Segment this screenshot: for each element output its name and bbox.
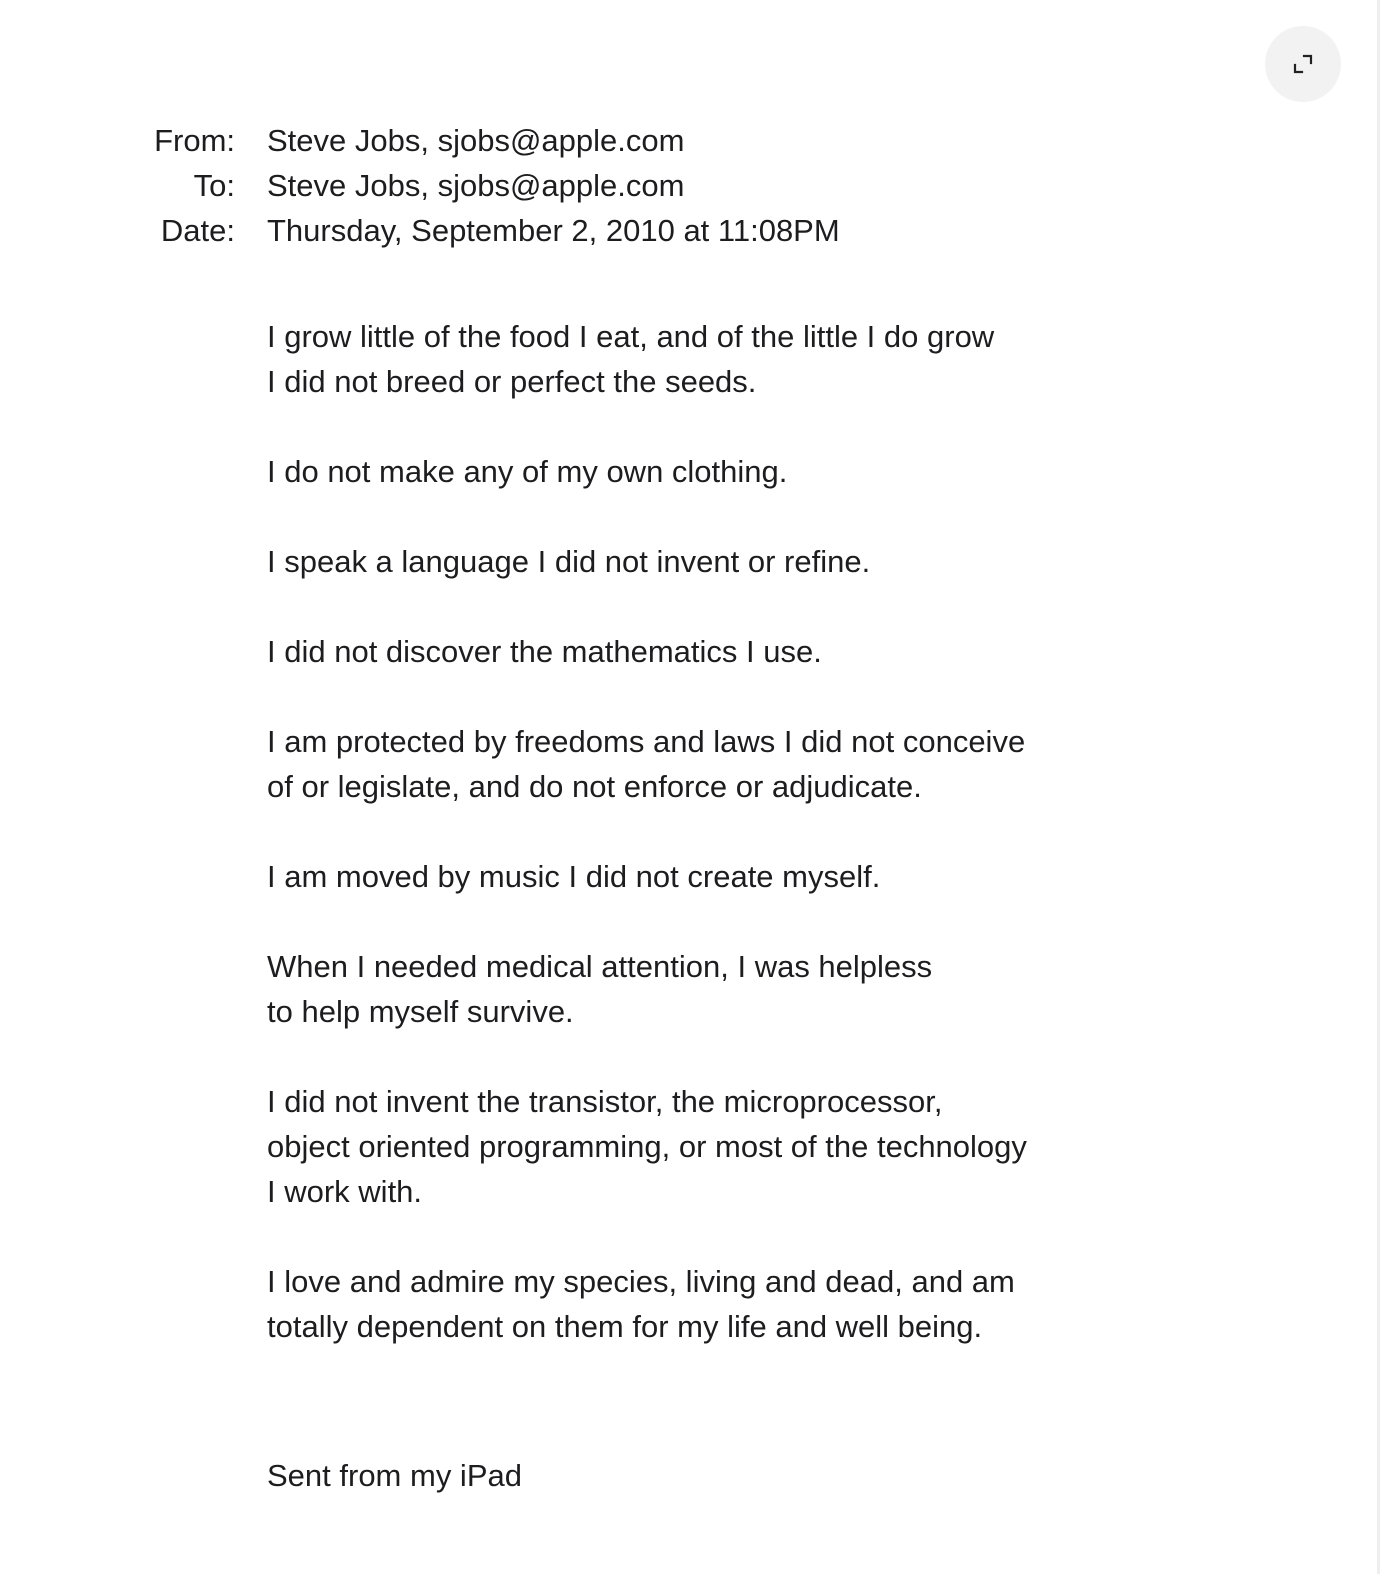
paragraph-line: I did not invent the transistor, the microprocessor, (267, 1084, 943, 1119)
from-value: Steve Jobs, sjobs@apple.com (267, 122, 685, 158)
paragraph (267, 314, 1327, 404)
paragraph-line: I work with. (267, 1174, 423, 1209)
paragraph (267, 539, 1327, 584)
date-row (0, 208, 1100, 253)
to-row (0, 163, 1100, 208)
paragraph (267, 1259, 1327, 1349)
from-label: From: (154, 122, 235, 158)
expand-button[interactable] (1265, 26, 1341, 102)
from-row (0, 118, 1100, 163)
email-header (0, 118, 1100, 253)
paragraph-line: to help myself survive. (267, 994, 574, 1029)
paragraph-line: I did not discover the mathematics I use. (267, 634, 822, 669)
paragraph-line: I am protected by freedoms and laws I did not conceive (267, 724, 1026, 759)
date-value: Thursday, September 2, 2010 at 11:08PM (267, 212, 840, 248)
paragraph (267, 449, 1327, 494)
email-signature: Sent from my iPad (267, 1458, 522, 1493)
paragraph-line: I am moved by music I did not create myself. (267, 859, 881, 894)
paragraph-line: I do not make any of my own clothing. (267, 454, 788, 489)
paragraph-line: I grow little of the food I eat, and of the little I do grow (267, 319, 995, 354)
paragraph (267, 944, 1327, 1034)
expand-icon (1290, 51, 1316, 77)
paragraph-line: I speak a language I did not invent or refine. (267, 544, 871, 579)
to-value: Steve Jobs, sjobs@apple.com (267, 167, 685, 203)
page-edge-divider (1377, 0, 1380, 1574)
paragraph-line: object oriented programming, or most of the technology (267, 1129, 1027, 1164)
paragraph-line: When I needed medical attention, I was helpless (267, 949, 933, 984)
paragraph (267, 854, 1327, 899)
to-label: To: (193, 167, 235, 203)
email-body (267, 314, 1327, 1394)
paragraph-line: totally dependent on them for my life and well being. (267, 1309, 983, 1344)
paragraph-line: of or legislate, and do not enforce or adjudicate. (267, 769, 922, 804)
paragraph-line: I did not breed or perfect the seeds. (267, 364, 757, 399)
paragraph (267, 1079, 1327, 1214)
paragraph (267, 629, 1327, 674)
date-label: Date: (160, 212, 235, 248)
paragraph (267, 719, 1327, 809)
paragraph-line: I love and admire my species, living and dead, and am (267, 1264, 1015, 1299)
